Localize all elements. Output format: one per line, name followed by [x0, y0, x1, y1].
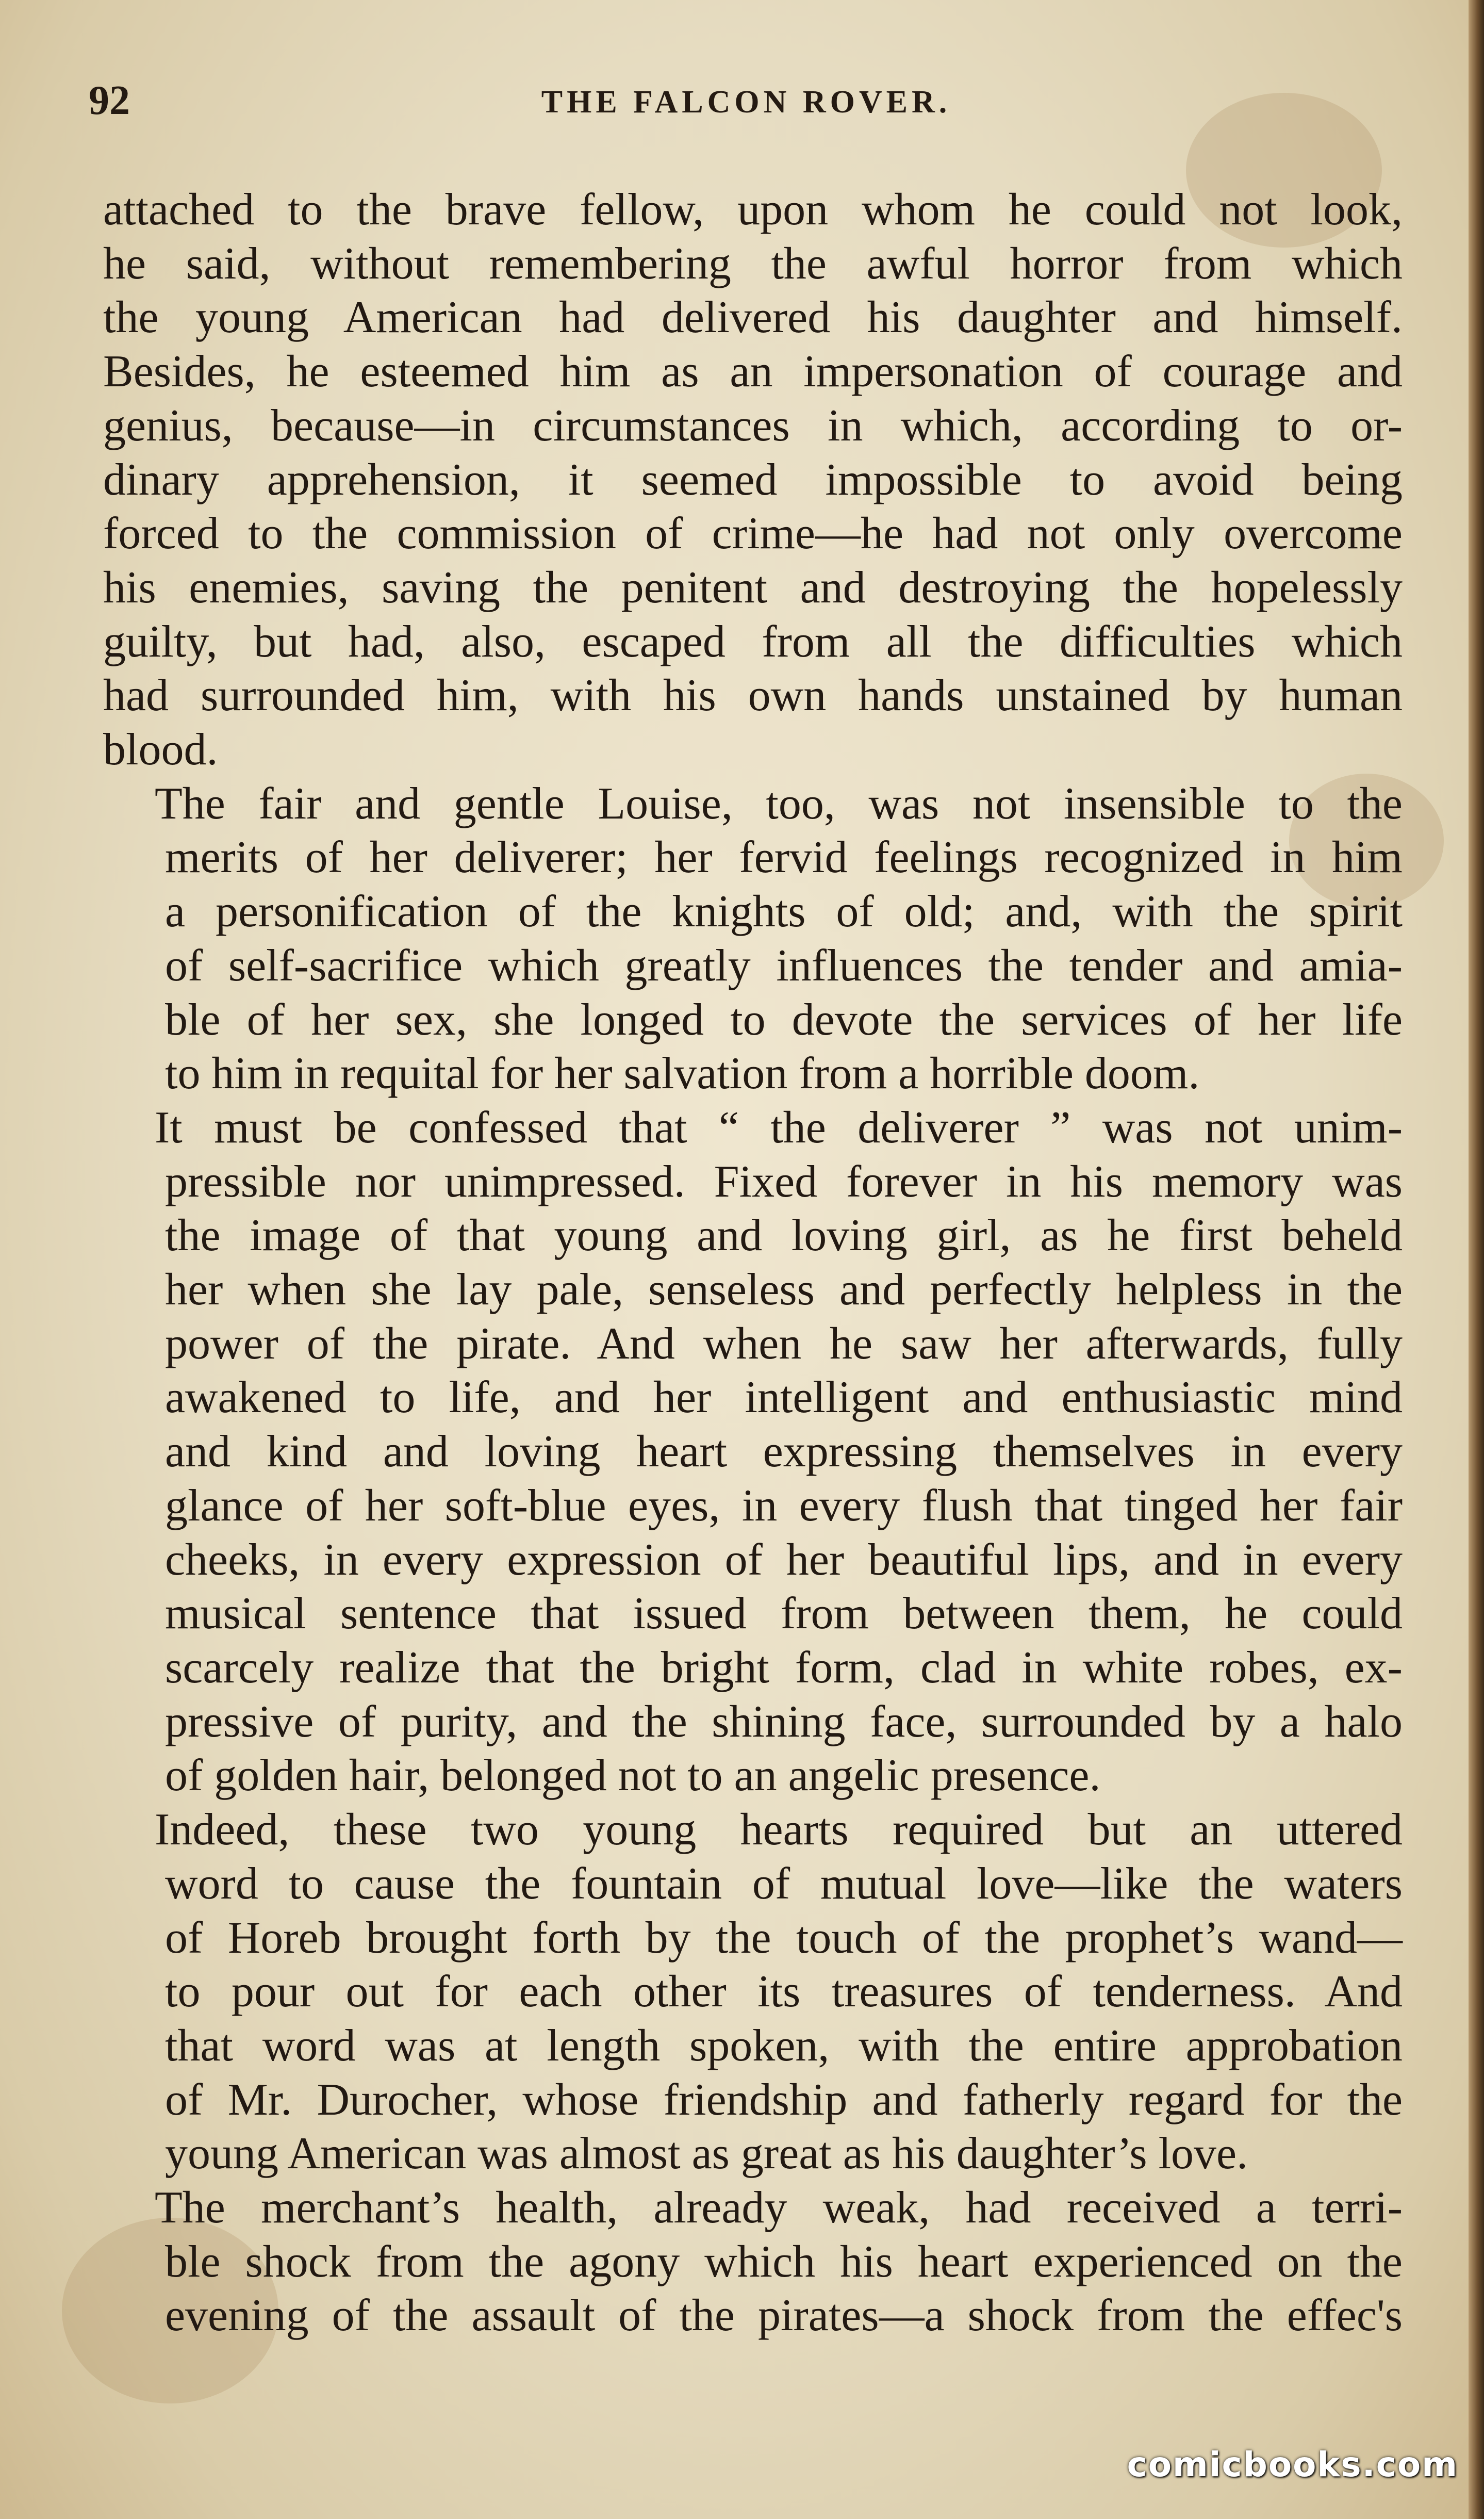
- text-line: pressive of purity, and the shining face, surrounded by a halo: [165, 1696, 1403, 1747]
- text-line: attached to the brave fellow, upon whom he could not look,: [103, 185, 1403, 235]
- text-line: genius, because—in circumstances in which, according to or-: [103, 400, 1403, 451]
- text-line: cheeks, in every expression of her beautiful lips, and in every: [165, 1534, 1403, 1585]
- text-line: merits of her deliverer; her fervid feelings recognized in him: [165, 832, 1403, 883]
- text-line: to him in requital for her salvation from a horrible doom.: [165, 1049, 1200, 1099]
- text-line: pressible nor unimpressed. Fixed forever in his memory was: [165, 1156, 1403, 1207]
- text-line: the image of that young and loving girl, as he first beheld: [165, 1211, 1403, 1261]
- page-header: [89, 77, 1404, 124]
- text-line: It must be confessed that “ the deliverer ” was not unim-: [155, 1102, 1403, 1153]
- text-line: her when she lay pale, senseless and perfectly helpless in the: [165, 1265, 1403, 1315]
- text-line: glance of her soft-blue eyes, in every flush that tinged her fair: [165, 1480, 1403, 1531]
- text-line: of golden hair, belonged not to an angelic presence.: [165, 1751, 1101, 1801]
- paragraph: [103, 1101, 1403, 1803]
- watermark: comicbooks.com: [1127, 2445, 1458, 2484]
- text-line: of Mr. Durocher, whose friendship and fatherly regard for the: [165, 2074, 1403, 2125]
- text-line: power of the pirate. And when he saw her afterwards, fully: [165, 1318, 1403, 1369]
- paragraph: [103, 1803, 1403, 2181]
- paragraph: [103, 183, 1403, 777]
- text-line: young American was almost as great as his daughter’s love.: [165, 2129, 1248, 2179]
- text-line: The fair and gentle Louise, too, was not insensible to the: [155, 778, 1403, 829]
- text-line: of self-sacrifice which greatly influences the tender and amia-: [165, 940, 1403, 991]
- text-line: The merchant’s health, already weak, had received a terri-: [155, 2183, 1403, 2233]
- text-line: dinary apprehension, it seemed impossible to avoid being: [103, 454, 1403, 505]
- paragraph: [103, 2181, 1403, 2343]
- text-line: forced to the commission of crime—he had not only overcome: [103, 509, 1403, 559]
- running-head: THE FALCON ROVER.: [541, 85, 951, 120]
- text-line: had surrounded him, with his own hands unstained by human: [103, 670, 1403, 721]
- text-line: a personification of the knights of old; and, with the spirit: [165, 887, 1403, 937]
- text-line: musical sentence that issued from between them, he could: [165, 1589, 1403, 1639]
- text-line: awakened to life, and her intelligent and enthusiastic mind: [165, 1372, 1403, 1423]
- text-line: that word was at length spoken, with the entire approbation: [165, 2020, 1403, 2071]
- text-line: of Horeb brought forth by the touch of the prophet’s wand—: [165, 1912, 1403, 1963]
- text-line: word to cause the fountain of mutual love—like the waters: [165, 1858, 1403, 1909]
- text-line: to pour out for each other its treasures of tenderness. And: [165, 1967, 1403, 2017]
- text-line: the young American had delivered his daughter and himself.: [103, 292, 1403, 343]
- text-line: he said, without remembering the awful horror from which: [103, 238, 1403, 289]
- text-line: scarcely realize that the bright form, clad in white robes, ex-: [165, 1642, 1403, 1693]
- text-line: Indeed, these two young hearts required but an uttered: [155, 1805, 1403, 1855]
- text-line: ble of her sex, she longed to devote the services of her life: [165, 994, 1403, 1045]
- page-edge: [1469, 0, 1484, 2519]
- text-line: guilty, but had, also, escaped from all the difficulties which: [103, 616, 1403, 667]
- text-line: ble shock from the agony which his heart experienced on the: [165, 2236, 1403, 2287]
- text-line: evening of the assault of the pirates—a shock from the effec's: [165, 2291, 1403, 2341]
- page-number: 92: [89, 78, 130, 123]
- paragraph: [103, 777, 1403, 1101]
- text-line: blood.: [103, 725, 218, 775]
- body-text: [103, 183, 1403, 2343]
- text-line: Besides, he esteemed him as an impersonation of courage and: [103, 347, 1403, 397]
- text-line: and kind and loving heart expressing themselves in every: [165, 1427, 1403, 1477]
- text-line: his enemies, saving the penitent and destroying the hopelessly: [103, 562, 1403, 613]
